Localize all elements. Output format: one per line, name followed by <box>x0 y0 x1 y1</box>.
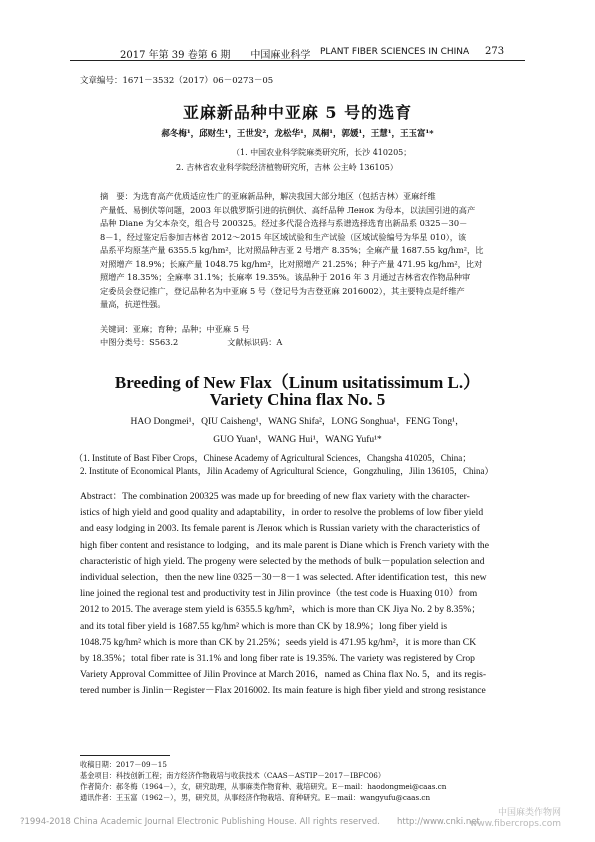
chinese-abstract-line: 摘 要：为选育高产优质适应性广的亚麻新品种，解决我国大部分地区（包括吉林）亚麻纤维 <box>100 191 436 201</box>
watermark-url: www.fibercrops.com <box>470 819 561 829</box>
article-number: 文章编号：1671－3532（2017）06－0273－05 <box>80 76 274 86</box>
english-abstract-line: individual selection，then the new line 0325－30－8－1 was selected. After identification test，this new <box>80 571 487 583</box>
english-affiliation-1: （1. Institute of Bast Fiber Crops，Chinese Academy of Agricultural Sciences，Changsha 410205，China； <box>74 453 472 463</box>
chinese-abstract-line: 品系平均原茎产量 6355.5 kg/hm²，比对照品种吉亚 2 号增产 8.35%；全麻产量 1687.55 kg/hm²，比 <box>100 245 484 255</box>
footnotes <box>80 755 520 803</box>
chinese-abstract-line: 照增产 18.35%；全麻率 31.1%；长麻率 19.35%。该品种于 2016 年 3 月通过吉林省农作物品种审 <box>100 272 471 282</box>
footnote-received-date: 收稿日期：2017－09－15 <box>80 760 167 769</box>
footnote-rule <box>80 755 170 756</box>
chinese-keywords: 关键词：亚麻；育种；品种；中亚麻 5 号 <box>100 324 250 334</box>
classification-number: 中图分类号：S563.2 文献标识码：A <box>100 337 283 347</box>
chinese-authors: 郝冬梅¹，邱财生¹，王世发²，龙松华¹，凤桐¹，郭媛¹，王慧¹，王玉富¹* <box>161 129 434 139</box>
chinese-abstract <box>100 190 502 312</box>
english-title-line-1: Breeding of New Flax（Linum usitatissimum L.） <box>114 373 481 392</box>
english-abstract-line: by 18.35%；total fiber rate is 31.1% and long fiber rate is 19.35%. The variety was registered by Crop <box>80 652 475 664</box>
chinese-abstract-line: 品种 Diane 为父本杂交，组合号 200325。经过多代混合选择与系谱选择选育出新品系 0325－30－ <box>100 218 468 228</box>
running-header-journal-cn: 2017 年第 39 卷第 6 期 中国麻业科学 <box>120 50 311 61</box>
footnote-funding: 基金项目：科技创新工程；南方经济作物栽培与收获技术（CAAS－ASTIP－2017－IBFC06） <box>80 771 386 780</box>
english-abstract-line: high fiber content and resistance to lodging，and its male parent is Diane which is French variety with the <box>80 539 489 551</box>
english-abstract-line: Abstract：The combination 200325 was made up for breeding of new flax variety with the character- <box>80 491 470 502</box>
english-authors-line-1: HAO Dongmei¹，QIU Caisheng¹，WANG Shifa²，LONG Songhua¹，FENG Tong¹， <box>130 417 465 427</box>
english-abstract-line: line joined the regional test and productivity test in Jilin province（the test code is Huaxing 010）from <box>80 588 478 600</box>
chinese-abstract-line: 量高，抗逆性强。 <box>100 299 166 309</box>
english-abstract-line: istics of high yield and good quality and adaptability，in order to resolve the problems of low fiber yield <box>80 507 484 519</box>
english-abstract-line: and easy lodging in 2003. Its female parent is Ленок which is Russian variety with the characteristics of <box>80 523 480 535</box>
chinese-abstract-line: 对照增产 18.9%；长麻产量 1048.75 kg/hm²，比对照增产 21.25%；种子产量 471.95 kg/hm²，比对 <box>100 258 483 269</box>
page-number: 273 <box>485 46 505 57</box>
english-title-line-2: Variety China flax No. 5 <box>209 390 386 409</box>
english-abstract-line: characteristic of high yield. The progeny were selected by the methods of bulk－population selection and <box>80 555 485 567</box>
english-abstract-line: Variety Approval Committee of Jilin Province at March 2016，named as China flax No. 5，and its regis- <box>80 669 487 681</box>
chinese-abstract-line: 产量低、易倒伏等问题，2003 年以俄罗斯引进的抗倒伏、高纤品种 Ленок 为母本，以法国引进的高产 <box>100 204 476 215</box>
footnote-author-bio: 作者简介：郝冬梅（1964－），女，研究助理，从事麻类作物育种、栽培研究。E－mail：haodongmei@caas.cn <box>80 782 447 791</box>
site-watermark <box>470 808 561 830</box>
chinese-abstract-line: 定委员会登记推广，登记品种名为中亚麻 5 号（登记号为吉登亚麻 2016002），其主要特点是纤维产 <box>100 285 465 296</box>
chinese-abstract-line: 8－1，经过鉴定后参加吉林省 2012～2015 年区域试验和生产试验（区域试验编号为华星 010），该 <box>100 231 467 242</box>
english-abstract <box>80 489 514 699</box>
english-abstract-line: and its total fiber yield is 1687.55 kg/hm² which is more than CK by 18.9%；long fiber yield is <box>80 620 448 632</box>
copyright-notice: ?1994-2018 China Academic Journal Electronic Publishing House. All rights reserved. http://www.cnki.net <box>20 817 480 827</box>
chinese-title: 亚麻新品种中亚麻 5 号的选育 <box>182 103 413 122</box>
running-header-journal-en: PLANT FIBER SCIENCES IN CHINA <box>320 47 470 57</box>
english-abstract-line: 2012 to 2015. The average stem yield is 6355.5 kg/hm²，which is more than CK Jiya No. 2 by 8.35%； <box>80 604 481 616</box>
english-authors-line-2: GUO Yuan¹，WANG Hui¹，WANG Yufu¹* <box>213 435 382 445</box>
chinese-affiliation-1: （1. 中国农业科学院麻类研究所，长沙 410205； <box>232 148 412 157</box>
footnote-corresponding-author: 通讯作者：王玉富（1962－），男，研究员，从事经济作物栽培、育种研究。E－mail：wangyufu@caas.cn <box>80 793 431 802</box>
english-abstract-line: 1048.75 kg/hm² which is more than CK by 21.25%；seeds yield is 471.95 kg/hm²，it is more than CK <box>80 636 477 648</box>
english-affiliation-2: 2. Institute of Economical Plants，Jilin Academy of Agricultural Science，Gongzhuling，Jilin 136105，China） <box>80 466 494 476</box>
english-abstract-line: tered number is Jinlin－Register－Flax 2016002. Its main feature is high fiber yield and strong resistance <box>80 685 486 697</box>
watermark-cn: 中国麻类作物网 <box>497 808 561 818</box>
chinese-affiliation-2: 2. 吉林省农业科学院经济植物研究所，吉林 公主岭 136105） <box>176 163 398 172</box>
